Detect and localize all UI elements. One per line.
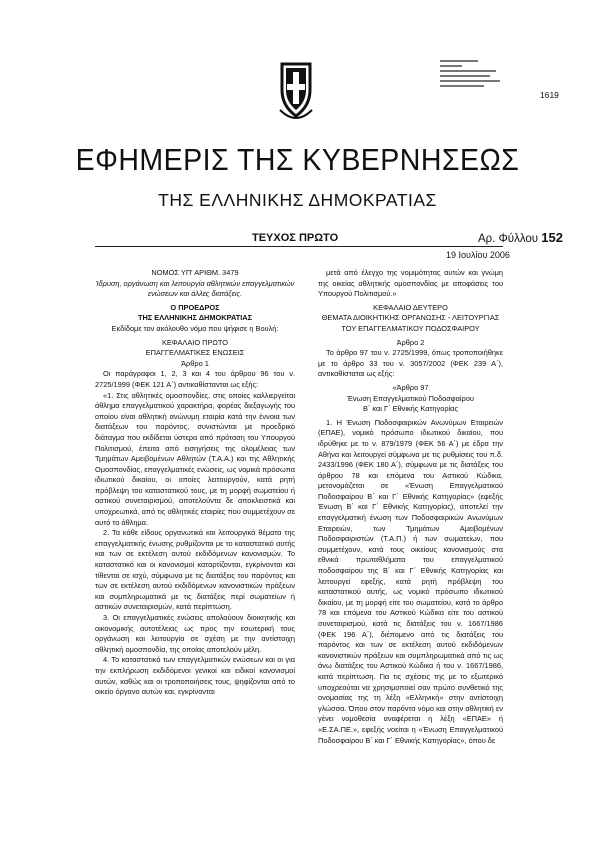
national-printing-office-stamp — [440, 60, 502, 90]
article-2-heading: Άρθρο 2 — [396, 337, 425, 347]
right-column — [318, 268, 503, 746]
greek-coat-of-arms-icon — [276, 60, 316, 120]
article-97-heading: «Άρθρο 97 — [392, 382, 429, 392]
issue-date: 19 Ιουλίου 2006 — [446, 250, 510, 260]
issue-label: ΤΕΥΧΟΣ ΠΡΩΤΟ — [252, 232, 339, 244]
president-heading-2: ΤΗΣ ΕΛΛΗΝΙΚΗΣ ΔΗΜΟΚΡΑΤΙΑΣ — [137, 313, 253, 323]
left-column — [95, 268, 295, 698]
paragraph: 4. Το καταστατικό των επαγγελματικών ενώσεων και οι για την εκπλήρωση εκδιδόμενοι γενικοί και ειδικοί κανονισμοί αυτών, καθώς και οι τροποποιήσεις τους, ψηφίζονται από το οικείο όργανο αυτών και, εγκρίνονται — [95, 655, 295, 697]
gazette-subtitle: ΤΗΣ ΕΛΛΗΝΙΚΗΣ ΔΗΜΟΚΡΑΤΙΑΣ — [158, 190, 437, 210]
paragraph: 1. Η Ένωση Ποδοσφαιρικών Ανωνύμων Εταιρειών (ΕΠΑΕ), νομικό πρόσωπο ιδιωτικού δικαίου, που ιδρύθηκε με το ν. 879/1979 (ΦΕΚ 56 Α΄) με έδρα την Αθήνα και λειτουργεί σύμφωνα με τις ρυθμίσεις του π.δ. 2433/1996 (ΦΕΚ 180 Α΄), σύμφωνα με τις διατάξεις του άρθρου 78 και επόμενα του Αστικού Κώδικα, μετονομάζεται σε «Ένωση Επαγγελματικού Ποδοσφαίρου Β΄ και Γ΄ Εθνικής Κατηγορίας» (εφεξής Ένωση Β΄ και Γ΄ Εθνικής Κατηγορίας), αποτελεί την επαγγελματική ένωση των Ποδοσφαιρικών Ανωνύμων Εταιρειών, των Τμημάτων Αμειβομένων Ποδοσφαιριστών (Τ.Α.Π.) ή των σωματείων, που συμμετέχουν, κατά τους οικείους κανονισμούς στα εθνικά πρωταθλήματα του επαγγελματικού ποδοσφαίρου της Β΄ και Γ΄ Εθνικής Κατηγορίας και λειτουργεί εφεξής, κατά ρητή πρόβλεψη του καταστατικού αυτής, ως νομικό πρόσωπο ιδιωτικού δικαίου, με τη μορφή είτε του σωματείου, κατά το άρθρο 78 και επόμενα του Αστικού Κώδικα είτε του αστικού συνεταιρισμού, κατά τις διατάξεις του ν. 1667/1986 (ΦΕΚ 196 Α΄), διέπομενο από τις διατάξεις του παρόντος και των σε εκτέλεση αυτού εκδιδόμενων κανονιστικών πράξεων και συμπληρωματικά από τις ως άνω διατάξεις του Αστικού Κώδικα ή του ν. 1667/1986, κατά περίπτωση. Για τις σχέσεις της με το εξωτερικό υποχρεούται να χρησιμοποιεί σαν πρώτο συνθετικό της ονομασίας της τη λέξη «Ελληνική» στην αντίστοιχη γλώσσα. Όπου στον παρόντα νόμο και στην αθλητική εν γένει νομοθεσία αναφέρεται η λέξη «ΕΠΑΕ» ή «Ε.ΣΑ.ΠΕ.», εφεξής νοείται η «Ένωση Επαγγελματικού Ποδοσφαίρου Β΄ και Γ΄ Εθνικής Κατηγορίας», όπου δε — [318, 417, 503, 745]
law-subject: Ίδρυση, οργάνωση και λειτουργία αθλητικών επαγγελματικών ενώσεων και άλλες διατάξεις. — [95, 278, 295, 299]
paragraph: Οι παράγραφοι 1, 2, 3 και 4 του άρθρου 96 του ν. 2725/1999 (ΦΕΚ 121 Α΄) αντικαθίστανται ως εξής: — [95, 369, 295, 389]
article-1-heading: Άρθρο 1 — [181, 358, 209, 368]
chapter-2-heading: ΚΕΦΑΛΑΙΟ ΔΕΥΤΕΡΟ — [373, 302, 448, 312]
sheet-label: Αρ. Φύλλου — [478, 233, 539, 245]
paragraph: «1. Στις αθλητικές ομοσπονδίες, στις οποίες καλλιεργείται άθλημα επαγγελματικού χαρακτήρα, φορέας διεξαγωγής του οποίου είναι αθλητική ανώνυμη εταιρία κατά την έννοια των διατάξεων του παρόντος, συνιστώνται με προεδρικό διάταγμα που εκδίδεται ύστερα από πρόταση του Υπουργού Πολιτισμού, έπειτα από εισηγήσεις της ολομέλειας των Τμημάτων Αμειβομένων Αθλητών (Τ.Α.Α.) και της Αθλητικής Ομοσπονδίας, επαγγελματικές ενώσεις, ως νομικά πρόσωπα ιδιωτικού δικαίου, οι οποίες λειτουργούν, κατά ρητή πρόβλεψη του καταστατικού τους, με τη μορφή σωματείου ή αστικού συνεταιρισμού, αποτελούντα δε αποκλειστικά και υποχρεωτικά, από τις αθλητικές εταιρίες που συμμετέχουν σε αυτό το άθλημα. — [95, 390, 295, 527]
chapter-2-title-2: ΤΟΥ ΕΠΑΓΓΕΛΜΑΤΙΚΟΥ ΠΟΔΟΣΦΑΙΡΟΥ — [341, 323, 480, 333]
chapter-1-heading: ΚΕΦΑΛΑΙΟ ΠΡΩΤΟ — [161, 337, 229, 347]
president-heading-1: Ο ΠΡΟΕΔΡΟΣ — [170, 302, 220, 312]
chapter-1-title: ΕΠΑΓΓΕΛΜΑΤΙΚΕΣ ΕΝΩΣΕΙΣ — [145, 348, 245, 358]
article-97-title-1: Ένωση Επαγγελματικού Ποδοσφαίρου — [347, 393, 474, 403]
header-divider — [95, 246, 503, 247]
page-number: 1619 — [540, 90, 559, 100]
paragraph: 3. Οι επαγγελματικές ενώσεις απολαύουν διοικητικής και οικονομικής αυτοτέλειας ως προς την εσωτερική τους οργάνωση και λειτουργία σε σχέση με την αντίστοιχη αθλητική ομοσπονδία, της οποίας αποτελούν μέλη. — [95, 613, 295, 654]
paragraph: Το άρθρο 97 του ν. 2725/1999, όπως τροποποιήθηκε με το άρθρο 33 του ν. 3057/2002 (ΦΕΚ 239 Α΄), αντικαθίσταται ως εξής: — [318, 348, 503, 379]
article-97-title-2: Β΄ και Γ΄ Εθνικής Κατηγορίας — [362, 404, 459, 414]
chapter-2-title-1: ΘΕΜΑΤΑ ΔΙΟΙΚΗΤΙΚΗΣ ΟΡΓΑΝΩΣΗΣ - ΛΕΙΤΟΥΡΓΙΑΣ — [321, 313, 500, 323]
law-title: ΝΟΜΟΣ ΥΠ' ΑΡΙΘΜ. 3479 — [151, 268, 239, 277]
paragraph: 2. Τα κάθε είδους οργανωτικά και λειτουργικά θέματα της επαγγελματικής ένωσης ρυθμίζονται με το καταστατικό αυτής και των σε εκτέλεση αυτού εκδιδόμενων κανονισμών. Το καταστατικό και οι κανονισμοί καταρτίζονται, εγκρίνονται και τίθενται σε ισχύ, σύμφωνα με τις διατάξεις του παρόντος και των σε εκτέλεση αυτού εκδιδόμενων κανονιστικών πράξεων και συμπληρωματικά με τις διατάξεις περί σωματείων ή αστικών συνεταιρισμών, κατά περίπτωση. — [95, 528, 295, 612]
paragraph: μετά από έλεγχο της νομιμότητας αυτών και γνώμη της οικείας αθλητικής ομοσπονδίας με αποφάσεις του Υπουργού Πολιτισμού.» — [318, 268, 503, 299]
promulgation-text: Εκδίδομε τον ακόλουθο νόμο που ψήφισε η Βουλή: — [111, 323, 279, 333]
sheet-value: 152 — [541, 230, 563, 245]
sheet-number — [478, 230, 563, 245]
gazette-title: ΕΦΗΜΕΡΙΣ ΤΗΣ ΚΥΒΕΡΝΗΣΕΩΣ — [75, 142, 520, 177]
